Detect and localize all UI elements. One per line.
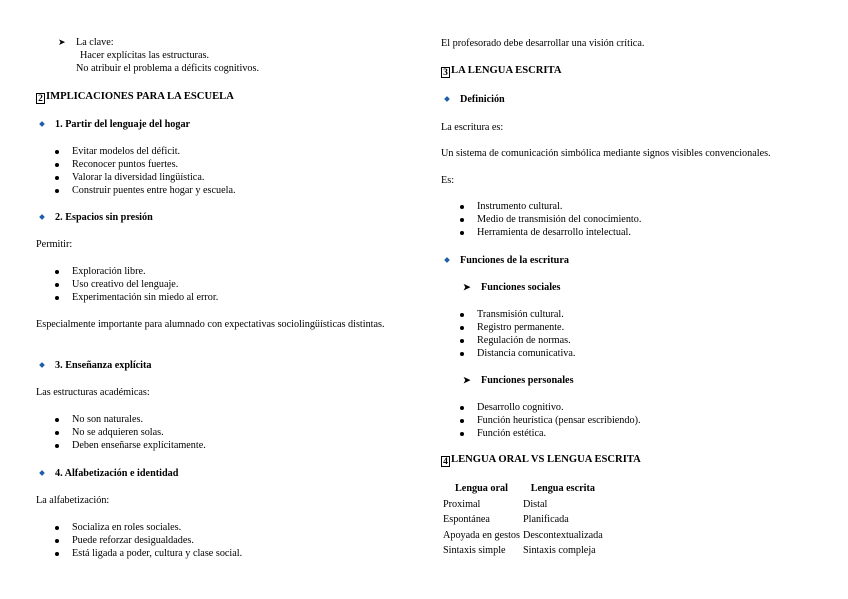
subheading-text: 1. Partir del lenguaje del hogar	[55, 119, 191, 130]
table-row	[443, 528, 606, 544]
subheading-1	[36, 118, 190, 131]
paragraph: Un sistema de comunicación simbólica mediante signos visibles convencionales.	[441, 148, 771, 159]
list-item: Reconocer puntos fuertes.	[36, 158, 236, 171]
list-item: Desarrollo cognitivo.	[441, 401, 641, 414]
list-item: Distancia comunicativa.	[441, 347, 575, 360]
table-row	[443, 543, 606, 559]
list-item: Experimentación sin miedo al error.	[36, 291, 218, 304]
subheading-text: 2. Espacios sin presión	[55, 212, 153, 223]
paragraph: Es:	[441, 175, 455, 186]
table-row	[443, 497, 606, 513]
section-number: 3	[441, 67, 450, 78]
diamond-bullet-icon	[39, 214, 45, 220]
section-2-heading	[36, 90, 234, 104]
paragraph: El profesorado debe desarrollar una visión crítica.	[441, 38, 645, 49]
clave-line: No atribuir el problema a déficits cognitivos.	[76, 63, 260, 74]
bullet-list	[441, 200, 641, 239]
paragraph: La escritura es:	[441, 122, 504, 133]
subheading-3	[36, 359, 152, 372]
subheading-text: Funciones sociales	[481, 282, 561, 293]
subheading-text: Funciones de la escritura	[460, 255, 569, 266]
subheading-text: Definición	[460, 94, 505, 105]
clave-block	[58, 36, 259, 75]
section-3-heading	[441, 64, 561, 78]
table-header: Lengua escrita	[530, 483, 595, 495]
list-item: Puede reforzar desigualdades.	[36, 534, 242, 547]
bullet-list	[441, 401, 641, 440]
table-cell: Planificada	[522, 514, 569, 526]
diamond-bullet-icon	[39, 470, 45, 476]
subheading-definicion	[441, 93, 505, 106]
comparison-table	[443, 481, 606, 559]
arrow-bullet-icon: ➤	[463, 282, 471, 292]
table-cell: Descontextualizada	[522, 529, 603, 541]
list-item: Valorar la diversidad lingüística.	[36, 171, 236, 184]
section-4-heading	[441, 453, 641, 467]
table-cell: Espontánea	[443, 514, 490, 526]
diamond-bullet-icon	[444, 257, 450, 263]
paragraph: Permitir:	[36, 239, 73, 250]
list-item: Transmisión cultural.	[441, 308, 575, 321]
list-item: Registro permanente.	[441, 321, 575, 334]
list-item: Socializa en roles sociales.	[36, 521, 242, 534]
arrow-bullet-icon: ➤	[463, 375, 471, 385]
bullet-list	[36, 265, 218, 304]
subheading-funciones	[441, 254, 569, 267]
list-item: Deben enseñarse explícitamente.	[36, 439, 206, 452]
paragraph: Las estructuras académicas:	[36, 387, 150, 398]
section-title: LENGUA ORAL VS LENGUA ESCRITA	[451, 454, 641, 465]
list-item: Función heurística (pensar escribiendo).	[441, 414, 641, 427]
table-header: Lengua oral	[455, 483, 508, 495]
subheading-text: 4. Alfabetización e identidad	[55, 468, 179, 479]
subsubheading-personales	[463, 374, 574, 387]
section-number: 4	[441, 456, 450, 467]
table-cell: Proximal	[443, 498, 481, 510]
table-row	[443, 512, 606, 528]
table-header-row	[443, 481, 606, 497]
section-title: LA LENGUA ESCRITA	[451, 65, 562, 76]
diamond-bullet-icon	[39, 362, 45, 368]
table-cell: Sintaxis simple	[443, 545, 506, 557]
list-item: Herramienta de desarrollo intelectual.	[441, 226, 641, 239]
diamond-bullet-icon	[39, 121, 45, 127]
list-item: Construir puentes entre hogar y escuela.	[36, 184, 236, 197]
paragraph: La alfabetización:	[36, 495, 110, 506]
list-item: Medio de transmisión del conocimiento.	[441, 213, 641, 226]
bullet-list	[36, 521, 242, 560]
table-cell: Apoyada en gestos	[443, 529, 520, 541]
clave-label: La clave:	[76, 37, 114, 48]
list-item: Está ligada a poder, cultura y clase social.	[36, 547, 242, 560]
bullet-list	[441, 308, 575, 360]
section-number: 2	[36, 93, 45, 104]
bullet-list	[36, 413, 206, 452]
list-item: Función estética.	[441, 427, 641, 440]
subheading-text: 3. Enseñanza explícita	[55, 360, 152, 371]
subsubheading-sociales	[463, 281, 561, 294]
diamond-bullet-icon	[444, 96, 450, 102]
list-item: Uso creativo del lenguaje.	[36, 278, 218, 291]
clave-line: Hacer explícitas las estructuras.	[80, 50, 209, 61]
list-item: Regulación de normas.	[441, 334, 575, 347]
subheading-text: Funciones personales	[481, 375, 574, 386]
section-title: IMPLICACIONES PARA LA ESCUELA	[46, 91, 234, 102]
bullet-list	[36, 145, 236, 197]
subheading-2	[36, 211, 153, 224]
list-item: Exploración libre.	[36, 265, 218, 278]
table-cell: Sintaxis compleja	[522, 545, 596, 557]
list-item: Instrumento cultural.	[441, 200, 641, 213]
subheading-4	[36, 467, 178, 480]
paragraph: Especialmente importante para alumnado con expectativas sociolingüísticas distintas.	[36, 319, 385, 330]
list-item: Evitar modelos del déficit.	[36, 145, 236, 158]
list-item: No son naturales.	[36, 413, 206, 426]
arrow-bullet-icon: ➤	[58, 37, 66, 47]
table-cell: Distal	[522, 498, 548, 510]
list-item: No se adquieren solas.	[36, 426, 206, 439]
